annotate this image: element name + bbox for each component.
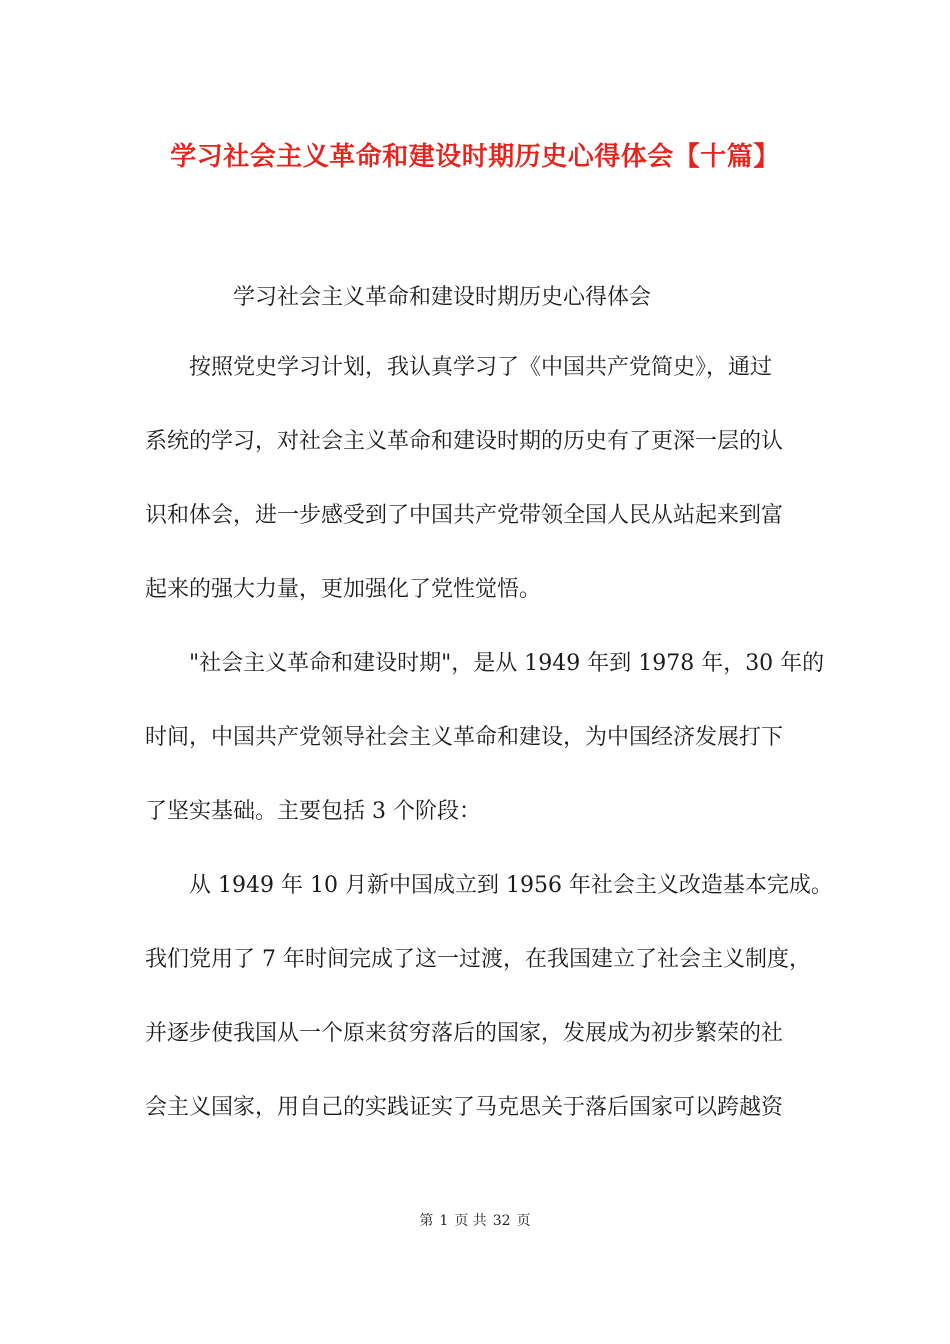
paragraph-line: 我们党用了 7 年时间完成了这一过渡，在我国建立了社会主义制度， (145, 947, 811, 972)
paragraph-line: 系统的学习，对社会主义革命和建设时期的历史有了更深一层的认 (145, 429, 784, 454)
total-pages-number: 32 (492, 1213, 511, 1229)
paragraph-line: 从 1949 年 10 月新中国成立到 1956 年社会主义改造基本完成。 (189, 873, 833, 898)
paragraph-line: 了坚实基础。主要包括 3 个阶段： (145, 799, 481, 824)
paragraph-line: 会主义国家，用自己的实践证实了马克思关于落后国家可以跨越资 (145, 1095, 784, 1120)
paragraph-line: "社会主义革命和建设时期"，是从 1949 年到 1978 年，30 年的 (189, 651, 825, 676)
page-number-footer (0, 1210, 950, 1230)
current-page-number: 1 (439, 1213, 449, 1229)
paragraph-line: 时间，中国共产党领导社会主义革命和建设，为中国经济发展打下 (145, 725, 784, 750)
paragraph-line: 起来的强大力量，更加强化了党性觉悟。 (145, 577, 542, 602)
page-label-prefix: 第 (419, 1213, 434, 1229)
paragraph-line: 按照党史学习计划，我认真学习了《中国共产党简史》，通过 (189, 355, 773, 380)
paragraph-line: 识和体会，进一步感受到了中国共产党带领全国人民从站起来到富 (145, 503, 784, 528)
page-label-mid: 页 共 (454, 1213, 487, 1229)
document-title: 学习社会主义革命和建设时期历史心得体会【十篇】 (170, 142, 780, 172)
paragraph-line: 并逐步使我国从一个原来贫穷落后的国家，发展成为初步繁荣的社 (145, 1021, 784, 1046)
document-subtitle: 学习社会主义革命和建设时期历史心得体会 (233, 285, 652, 310)
page-label-suffix: 页 (516, 1213, 531, 1229)
